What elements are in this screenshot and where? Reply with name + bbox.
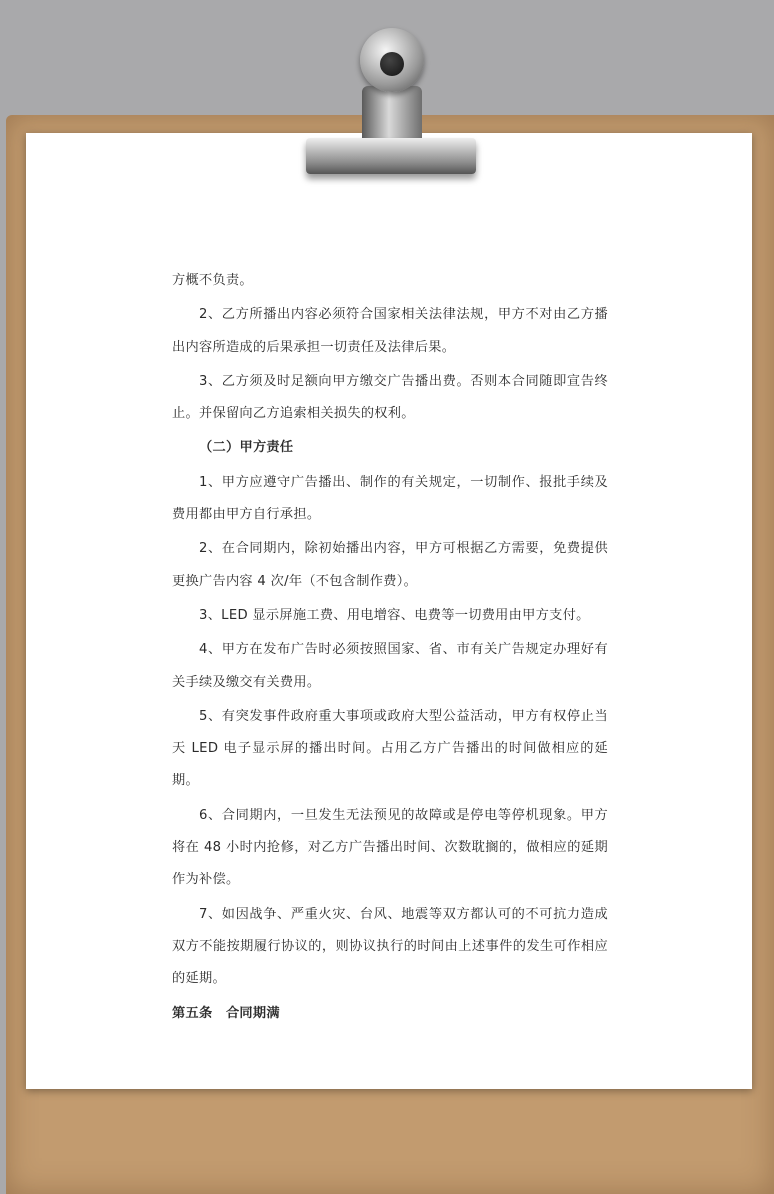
paragraph-a-item-3: 3、LED 显示屏施工费、用电增容、电费等一切费用由甲方支付。 [199, 607, 590, 623]
binder-clip-hole [380, 52, 404, 76]
paragraph-a-item-6: 6、合同期内，一旦发生无法预见的故障或是停电等停机现象。甲方将在 48 小时内抢修，对乙方广告播出时间、次数耽搁的，做相应的延期作为补偿。 [172, 807, 608, 888]
paragraph-a-item-4: 4、甲方在发布广告时必须按照国家、省、市有关广告规定办理好有关手续及缴交有关费用。 [172, 642, 608, 690]
paragraph-a-item-5: 5、有突发事件政府重大事项或政府大型公益活动，甲方有权停止当天 LED 电子显示屏的播出时间。占用乙方广告播出的时间做相应的延期。 [172, 708, 608, 789]
paragraph-a-item-1: 1、甲方应遵守广告播出、制作的有关规定，一切制作、报批手续及费用都由甲方自行承担。 [172, 474, 608, 523]
paragraph-a-item-7: 7、如因战争、严重火灾、台风、地震等双方都认可的不可抗力造成双方不能按期履行协议的，则协议执行的时间由上述事件的发生可作相应的延期。 [172, 906, 608, 987]
binder-clip-spine [362, 86, 422, 146]
article-heading-5: 第五条 合同期满 [172, 1005, 280, 1021]
paragraph-a-item-2: 2、在合同期内，除初始播出内容，甲方可根据乙方需要，免费提供更换广告内容 4 次/年（不包含制作费）。 [172, 541, 608, 589]
document-body [172, 265, 608, 1030]
paragraph-item-2: 2、乙方所播出内容必须符合国家相关法律法规，甲方不对由乙方播出内容所造成的后果承担一切责任及法律后果。 [172, 307, 608, 355]
binder-clip-icon [306, 138, 476, 174]
section-heading-party-a: （二）甲方责任 [199, 440, 294, 456]
paragraph-continuation: 方概不负责。 [172, 273, 253, 288]
paragraph-item-3: 3、乙方须及时足额向甲方缴交广告播出费。否则本合同随即宣告终止。并保留向乙方追索相关损失的权利。 [172, 373, 608, 422]
